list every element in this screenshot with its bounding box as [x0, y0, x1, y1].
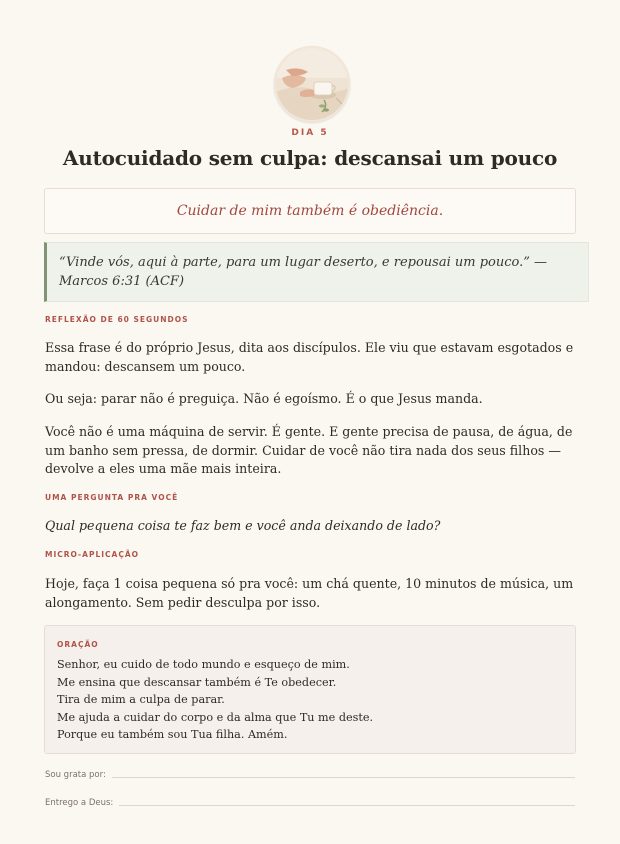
grateful-for-field[interactable] — [45, 766, 575, 780]
theme-text: Cuidar de mim também é obediência. — [176, 203, 444, 219]
micro-application-text: Hoje, faça 1 coisa pequena só pra você: um chá quente, 10 minutos de música, um alongamento. Sem pedir desculpa por isso. — [45, 576, 574, 610]
day-label: DIA 5 — [291, 128, 329, 138]
reflection-paragraph-3: Você não é uma máquina de servir. É gente. E gente precisa de pausa, de água, de um banho sem pressa, de dormir. Cuidar de você não tira nada dos seus filhos — devolve a eles uma mãe mais inteira. — [45, 424, 573, 476]
reflection-paragraph-1: Essa frase é do próprio Jesus, dita aos discípulos. Ele viu que estavam esgotados e mandou: descansem um pouco. — [45, 340, 574, 374]
verse-text: “Vinde vós, aqui à parte, para um lugar deserto, e repousai um pouco.” — Marcos 6:31 (ACF) — [59, 255, 548, 289]
prayer-line: Tira de mim a culpa de parar. — [57, 693, 225, 707]
surrender-to-god-label: Entrego a Deus: — [45, 798, 114, 808]
header-illustration — [274, 46, 350, 122]
prayer-label: ORAÇÃO — [57, 640, 99, 649]
reflection-label: REFLEXÃO DE 60 SEGUNDOS — [45, 315, 189, 324]
page-title: Autocuidado sem culpa: descansai um pouco — [62, 146, 558, 170]
verse-quote — [44, 242, 589, 302]
theme-box — [44, 188, 576, 234]
prayer-line: Me ajuda a cuidar do corpo e da alma que Tu me deste. — [57, 710, 374, 724]
surrender-to-god-line[interactable] — [119, 805, 575, 806]
prayer-line: Senhor, eu cuido de todo mundo e esqueço de mim. — [57, 658, 350, 671]
tea-cup-hands-image — [276, 48, 348, 120]
question-label: UMA PERGUNTA PRA VOCÊ — [45, 493, 179, 502]
question-text: Qual pequena coisa te faz bem e você anda deixando de lado? — [45, 518, 441, 533]
surrender-to-god-field[interactable] — [45, 794, 575, 808]
grateful-for-line[interactable] — [112, 777, 575, 778]
reflection-paragraph-2: Ou seja: parar não é preguiça. Não é egoísmo. É o que Jesus manda. — [45, 391, 483, 406]
micro-application-label: MICRO-APLICAÇÃO — [45, 550, 140, 559]
prayer-line: Porque eu também sou Tua filha. Amém. — [57, 728, 288, 742]
prayer-text — [57, 656, 373, 744]
grateful-for-label: Sou grata por: — [45, 770, 106, 780]
prayer-box — [44, 625, 576, 754]
prayer-line: Me ensina que descansar também é Te obedecer. — [57, 675, 337, 689]
